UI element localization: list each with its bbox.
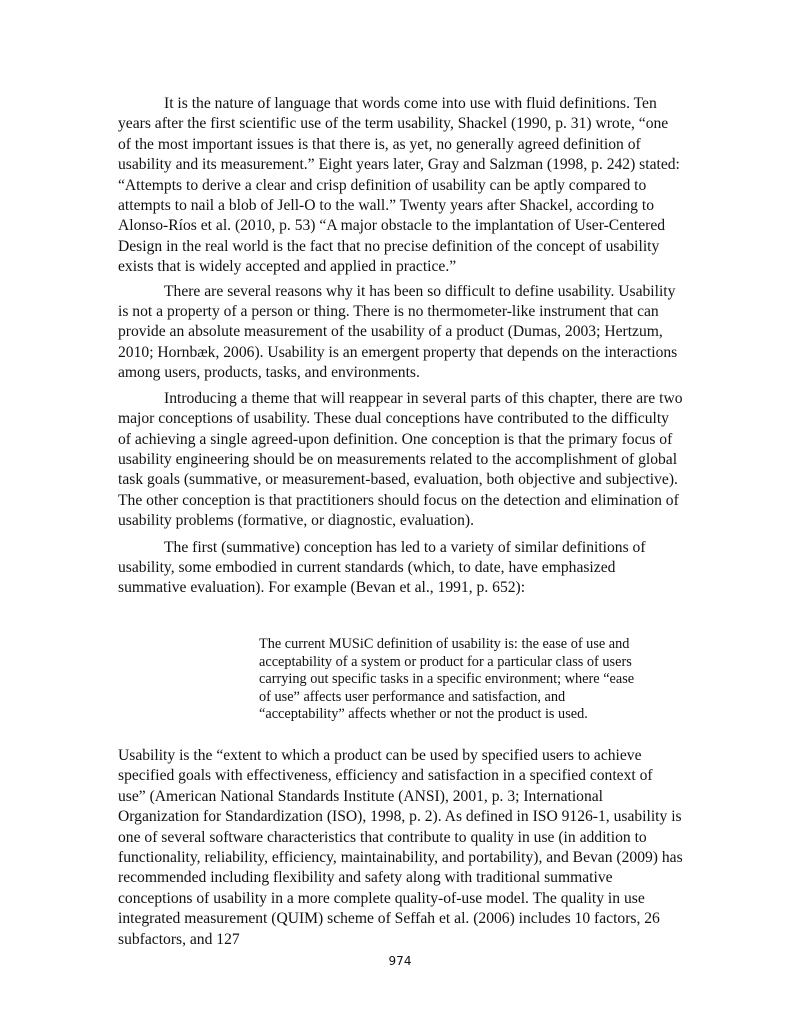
paragraph-difficulty-reasons: There are several reasons why it has been so difficult to define usability. Usability is not a property of a person or thing. There is no thermometer-like instrument that can provide an absolute measurement of the usability of a product (Dumas, 2003; Hertzum, 2010; Hornbæk, 2006). Usability is an emergent property that depends on the interactions among users, products, tasks, and environments. (118, 282, 678, 382)
body-text-upper (118, 94, 684, 599)
paragraph-usability-definitions: It is the nature of language that words come into use with fluid definitions. Ten years after the first scientific use of the term usability, Shackel (1990, p. 31) wrote, “one of the most important issues is that there is, as yet, no generally agreed definition of usability and its measurement.” Eight years later, Gray and Salzman (1998, p. 242) stated: “Attempts to derive a clear and crisp definition of usability can be aptly compared to attempts to nail a blob of Jell-O to the wall.” Twenty years after Shackel, according to Alonso-Ríos et al. (2010, p. 53) “A major obstacle to the implantation of User-Centered Design in the real world is the fact that no precise definition of the concept of usability exists that is widely accepted and applied in practice.” (118, 95, 680, 276)
paragraph-two-conceptions: Introducing a theme that will reappear in several parts of this chapter, there are two major conceptions of usability. These dual conceptions have contributed to the difficulty of achieving a single agreed-upon definition. One conception is that the primary focus of usability engineering should be on measurements related to the accomplishment of global task goals (summative, or measurement-based, evaluation, both objective and subjective). The other conception is that practitioners should focus on the detection and elimination of usability problems (formative, or diagnostic, evaluation). (118, 389, 683, 530)
paragraph-summative-conception: The first (summative) conception has led to a variety of similar definitions of usability, some embodied in current standards (which, to date, have emphasized summative evaluation). For example (Bevan et al., 1991, p. 652): (118, 538, 646, 597)
block-quote-music-definition: The current MUSiC definition of usability is: the ease of use and acceptability of a system or product for a particular class of users carrying out specific tasks in a specific environment; where “ease of use” affects user performance and satisfaction, and “acceptability” affects whether or not the product is used. (259, 636, 635, 723)
page-number: 974 (388, 954, 412, 968)
paragraph-iso-definition: Usability is the “extent to which a product can be used by specified users to achieve specified goals with effectiveness, efficiency and satisfaction in a specified context of use” (American National Standards Institute (ANSI), 2001, p. 3; International Organization for Standardization (ISO), 1998, p. 2). As defined in ISO 9126-1, usability is one of several software characteristics that contribute to quality in use (in addition to functionality, reliability, efficiency, maintainability, and portability), and Bevan (2009) has recommended including flexibility and safety along with traditional summative conceptions of usability in a more complete quality-of-use model. The quality in use integrated measurement (QUIM) scheme of Seffah et al. (2006) includes 10 factors, 26 subfactors, and 127 (118, 747, 683, 948)
body-text-lower (118, 746, 684, 950)
